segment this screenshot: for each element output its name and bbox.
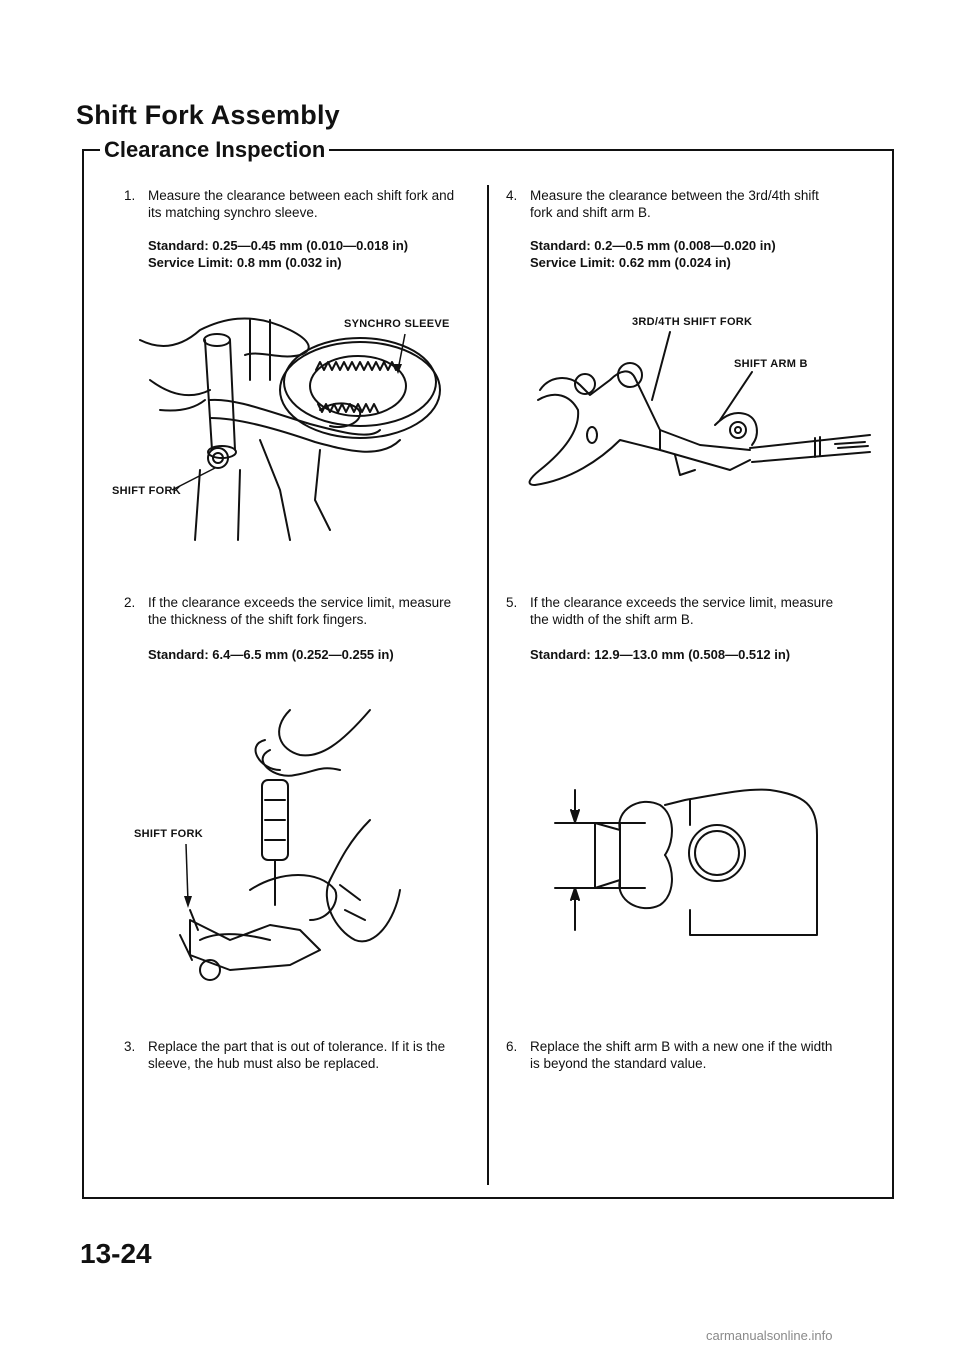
spec-service-limit: Service Limit: 0.8 mm (0.032 in): [148, 255, 342, 270]
step-text-line1: If the clearance exceeds the service limit, measure: [530, 595, 834, 610]
step-number: 3.: [124, 1039, 136, 1054]
step-text-line1: Replace the shift arm B with a new one if the width: [530, 1039, 833, 1054]
spec-standard: Standard: 6.4—6.5 mm (0.252—0.255 in): [148, 647, 394, 662]
step-4: [506, 187, 886, 227]
page-number: 13-24: [80, 1238, 152, 1269]
label-shift-arm-b: SHIFT ARM B: [734, 358, 808, 370]
label-synchro-sleeve: SYNCHRO SLEEVE: [344, 318, 450, 330]
step-text-line2: sleeve, the hub must also be replaced.: [148, 1056, 380, 1071]
step-text-line1: Replace the part that is out of tolerance. If it is the: [148, 1039, 446, 1054]
page-title: Shift Fork Assembly: [76, 100, 340, 130]
step-text-line1: If the clearance exceeds the service limit, measure: [148, 595, 452, 610]
leader-line-fork: [170, 460, 230, 500]
spec-service-limit: Service Limit: 0.62 mm (0.024 in): [530, 255, 731, 270]
column-divider: [487, 185, 489, 1185]
label-3rd-4th-shift-fork: 3RD/4TH SHIFT FORK: [632, 316, 753, 328]
spec-standard: Standard: 12.9—13.0 mm (0.508—0.512 in): [530, 647, 791, 662]
micrometer-illustration: [170, 690, 410, 990]
shift-arm-width-illustration: [555, 780, 835, 960]
section-title: Clearance Inspection: [100, 137, 329, 163]
step-number: 1.: [124, 188, 136, 203]
step-6: [506, 1038, 886, 1078]
spec-standard: Standard: 0.2—0.5 mm (0.008—0.020 in): [530, 238, 776, 253]
leader-line-sleeve: [300, 330, 420, 380]
step-text-line2: fork and shift arm B.: [530, 205, 651, 220]
step-text-line2: the width of the shift arm B.: [530, 612, 694, 627]
watermark-text: carmanualsonline.info: [706, 1328, 833, 1343]
label-shift-fork-2: SHIFT FORK: [134, 828, 203, 840]
step-3: [124, 1038, 474, 1078]
step-text-line1: Measure the clearance between each shift fork and: [148, 188, 455, 203]
leader-line-fork-2: [180, 842, 200, 912]
step-text-line2: is beyond the standard value.: [530, 1056, 707, 1071]
spec-standard: Standard: 0.25—0.45 mm (0.010—0.018 in): [148, 238, 409, 253]
shift-arm-illustration: [520, 320, 880, 510]
label-shift-fork: SHIFT FORK: [112, 485, 181, 497]
step-text-line2: the thickness of the shift fork fingers.: [148, 612, 368, 627]
step-number: 4.: [506, 188, 518, 203]
step-5: [506, 594, 886, 634]
step-2: [124, 594, 474, 634]
step-number: 2.: [124, 595, 136, 610]
step-number: 5.: [506, 595, 518, 610]
step-text-line1: Measure the clearance between the 3rd/4th shift: [530, 188, 819, 203]
step-number: 6.: [506, 1039, 518, 1054]
step-1: [124, 187, 474, 227]
step-text-line2: its matching synchro sleeve.: [148, 205, 318, 220]
